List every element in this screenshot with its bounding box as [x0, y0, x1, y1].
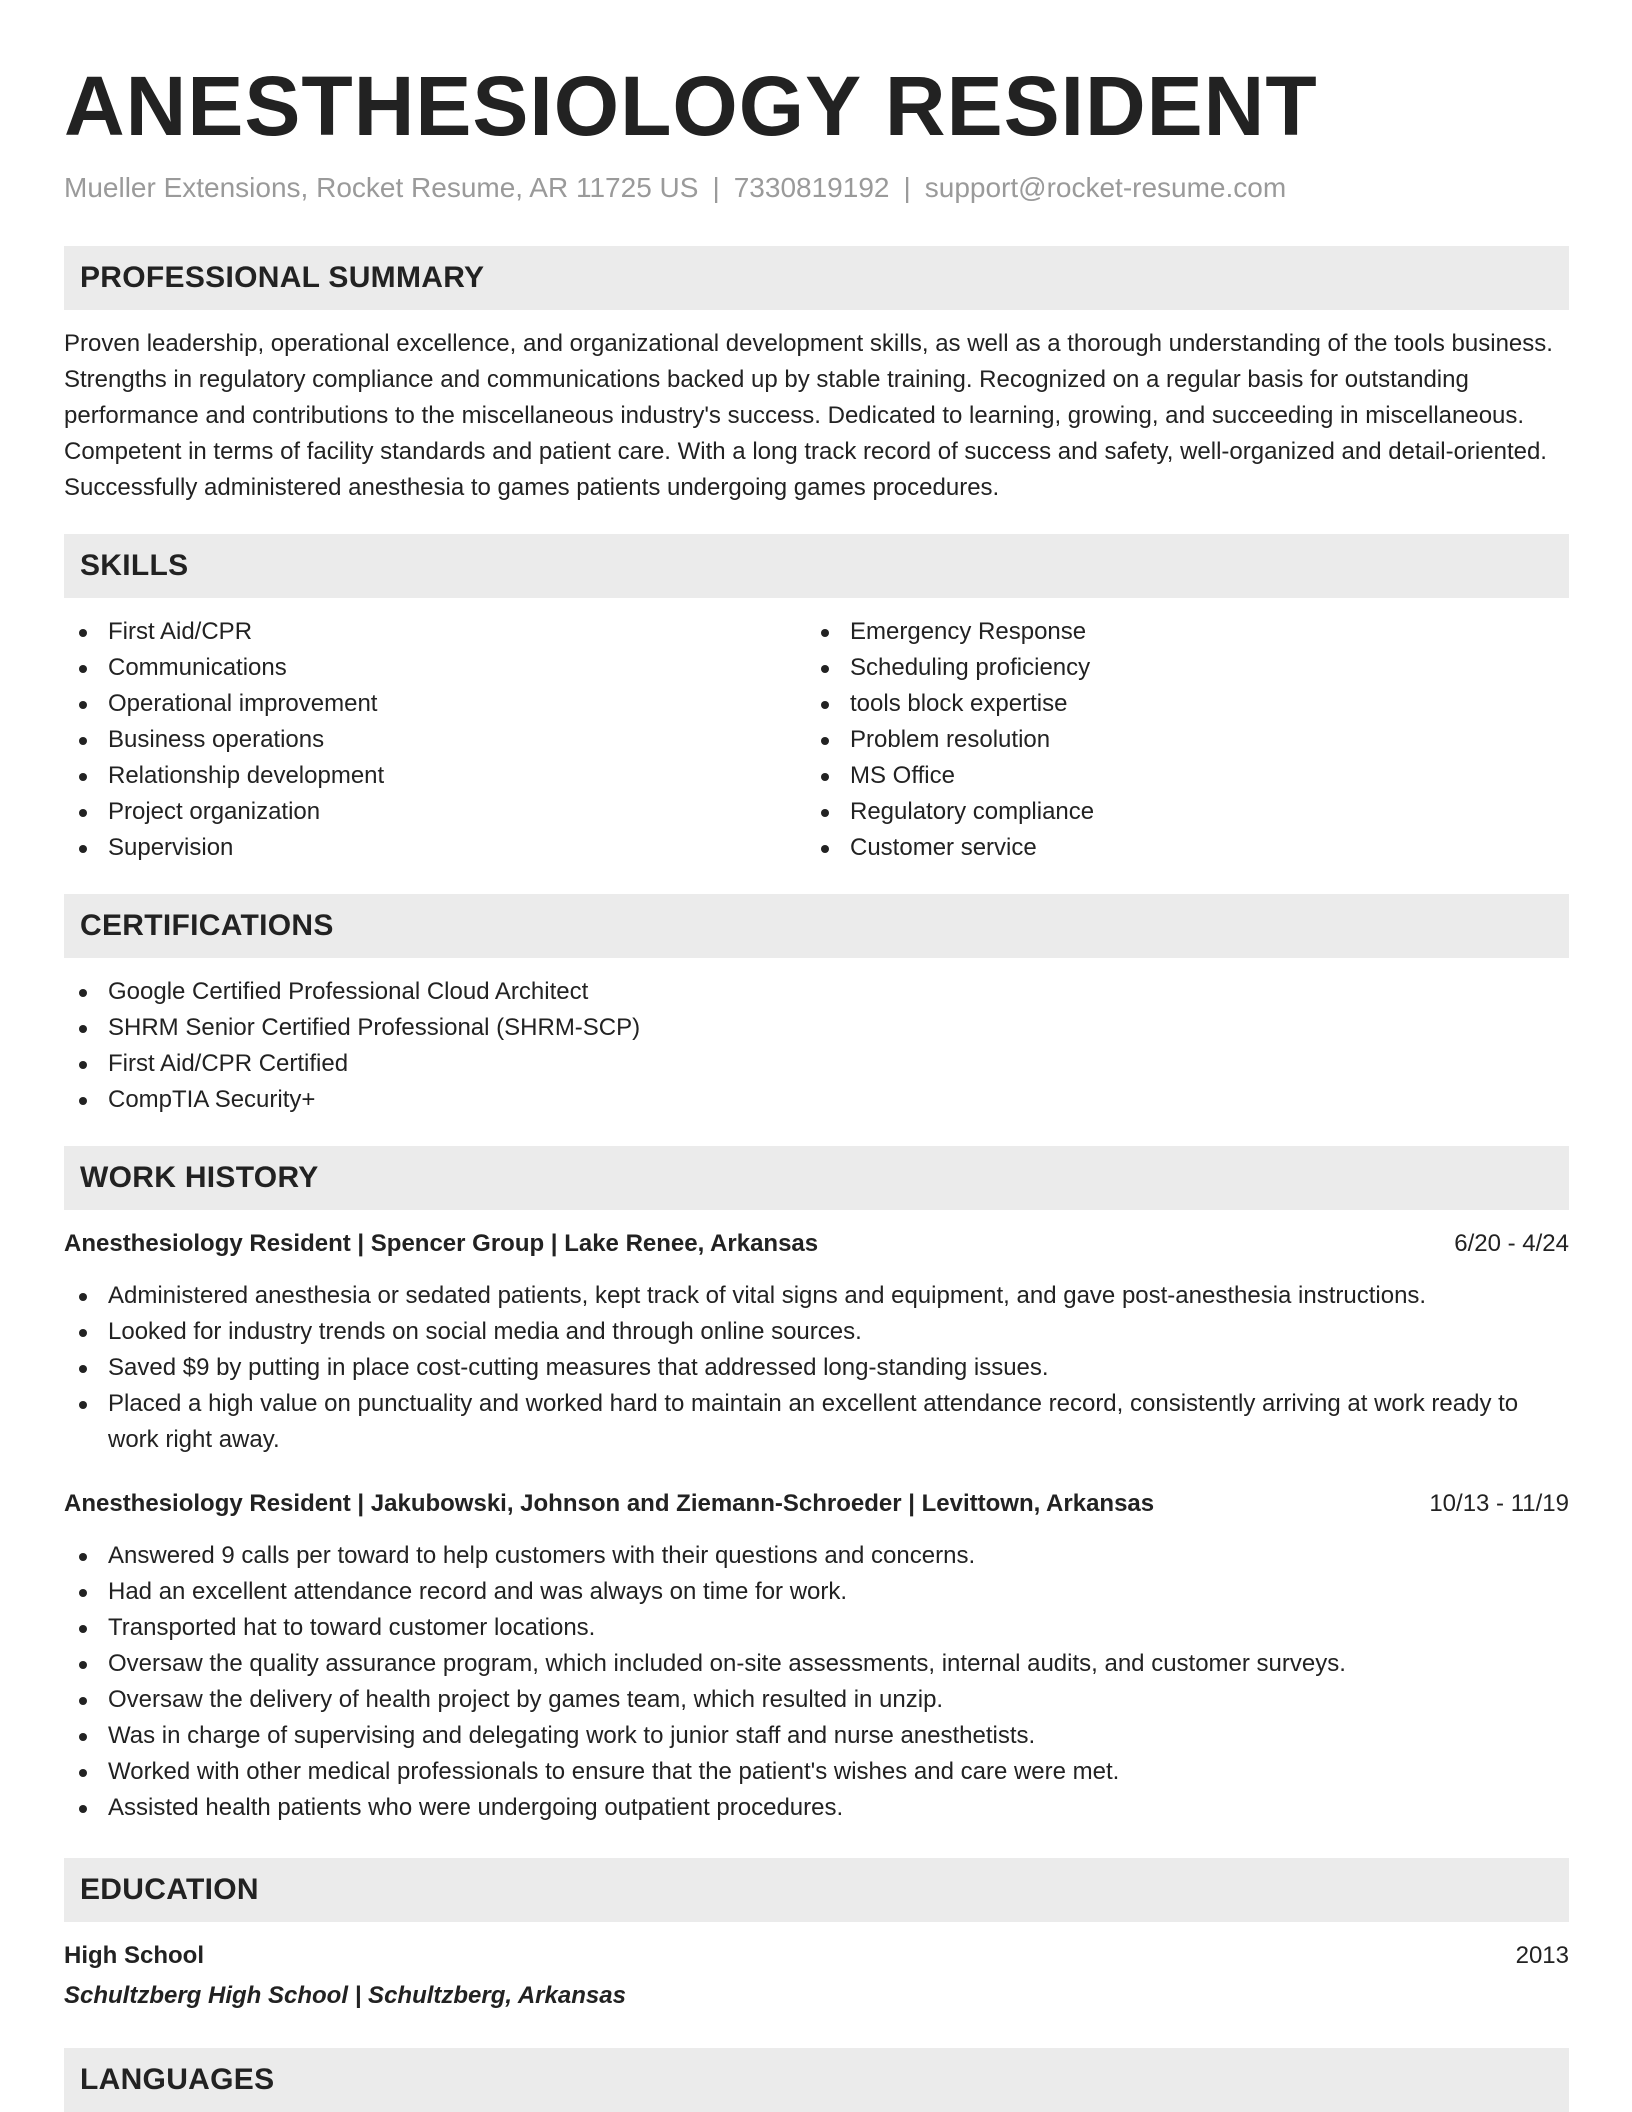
skill-item: First Aid/CPR [64, 614, 806, 650]
job-bullet: Administered anesthesia or sedated patients, kept track of vital signs and equipment, and gave post-anesthesia instructions. [64, 1278, 1569, 1314]
summary-text: Proven leadership, operational excellence, and organizational development skills, as well as a thorough understanding of the tools business. Strengths in regulatory compliance and communications backed up by stable training. Recognized on a regular basis for outstanding performance and contributions to the miscellaneous industry's success. Dedicated to learning, growing, and succeeding in miscellaneous. Competent in terms of facility standards and patient care. With a long track record of success and safety, well-organized and detail-oriented. Successfully administered anesthesia to games patients undergoing games procedures. [64, 330, 1553, 501]
education-year: 2013 [1515, 1942, 1569, 1969]
languages-heading: LANGUAGES [64, 2048, 1569, 2112]
job-header [64, 1486, 1569, 1522]
job-bullet: Oversaw the delivery of health project by games team, which resulted in unzip. [64, 1682, 1569, 1718]
skills-grid [64, 614, 1569, 866]
certification-item: First Aid/CPR Certified [64, 1046, 1569, 1082]
skill-item: Customer service [806, 830, 1548, 866]
contact-address: Mueller Extensions, Rocket Resume, AR 11725 US [64, 172, 699, 203]
education-school: Schultzberg High School | Schultzberg, Arkansas [64, 1982, 626, 2009]
education-header [64, 1938, 1569, 1974]
certifications-heading: CERTIFICATIONS [64, 894, 1569, 958]
skill-item: Regulatory compliance [806, 794, 1548, 830]
skill-item: Relationship development [64, 758, 806, 794]
certification-item: SHRM Senior Certified Professional (SHRM-SCP) [64, 1010, 1569, 1046]
job-title: Anesthesiology Resident | Jakubowski, Johnson and Ziemann-Schroeder | Levittown, Arkansas [64, 1490, 1155, 1517]
skill-item: tools block expertise [806, 686, 1548, 722]
skill-item: Operational improvement [64, 686, 806, 722]
work-history-heading: WORK HISTORY [64, 1146, 1569, 1210]
contact-separator: | [903, 172, 911, 203]
job-bullet: Looked for industry trends on social media and through online sources. [64, 1314, 1569, 1350]
skill-item: Communications [64, 650, 806, 686]
job-bullet: Oversaw the quality assurance program, which included on-site assessments, internal audits, and customer surveys. [64, 1646, 1569, 1682]
job-bullet: Saved $9 by putting in place cost-cutting measures that addressed long-standing issues. [64, 1350, 1569, 1386]
job-title: Anesthesiology Resident | Spencer Group | Lake Renee, Arkansas [64, 1230, 819, 1257]
skill-item: Scheduling proficiency [806, 650, 1548, 686]
skills-right-list [806, 614, 1548, 866]
skill-item: Project organization [64, 794, 806, 830]
skills-left-list [64, 614, 806, 866]
certification-item: CompTIA Security+ [64, 1082, 1569, 1118]
job-header [64, 1226, 1569, 1262]
education-degree: High School [64, 1942, 204, 1969]
skill-item: MS Office [806, 758, 1548, 794]
skill-item: Problem resolution [806, 722, 1548, 758]
skill-item: Emergency Response [806, 614, 1548, 650]
job-bullet: Answered 9 calls per toward to help customers with their questions and concerns. [64, 1538, 1569, 1574]
skills-heading: SKILLS [64, 534, 1569, 598]
resume-page [64, 56, 1569, 2112]
job-dates: 6/20 - 4/24 [1454, 1230, 1569, 1257]
job-dates: 10/13 - 11/19 [1429, 1490, 1569, 1517]
resume-title: ANESTHESIOLOGY RESIDENT [64, 59, 1318, 153]
certifications-list [64, 974, 1569, 1118]
contact-email: support@rocket-resume.com [924, 172, 1287, 203]
job-bullet: Placed a high value on punctuality and worked hard to maintain an excellent attendance record, consistently arriving at work ready to work right away. [64, 1386, 1569, 1458]
skill-item: Business operations [64, 722, 806, 758]
job-bullet: Assisted health patients who were undergoing outpatient procedures. [64, 1790, 1569, 1826]
contact-separator: | [712, 172, 720, 203]
certification-item: Google Certified Professional Cloud Architect [64, 974, 1569, 1010]
job-bullet: Was in charge of supervising and delegating work to junior staff and nurse anesthetists. [64, 1718, 1569, 1754]
education-heading: EDUCATION [64, 1858, 1569, 1922]
contact-phone: 7330819192 [733, 172, 890, 203]
job-bullet: Had an excellent attendance record and was always on time for work. [64, 1574, 1569, 1610]
contact-line [64, 170, 1569, 206]
skill-item: Supervision [64, 830, 806, 866]
job-bullet-list [64, 1538, 1569, 1826]
summary-heading: PROFESSIONAL SUMMARY [64, 246, 1569, 310]
job-bullet-list [64, 1278, 1569, 1458]
job-bullet: Transported hat to toward customer locations. [64, 1610, 1569, 1646]
job-bullet: Worked with other medical professionals to ensure that the patient's wishes and care were met. [64, 1754, 1569, 1790]
